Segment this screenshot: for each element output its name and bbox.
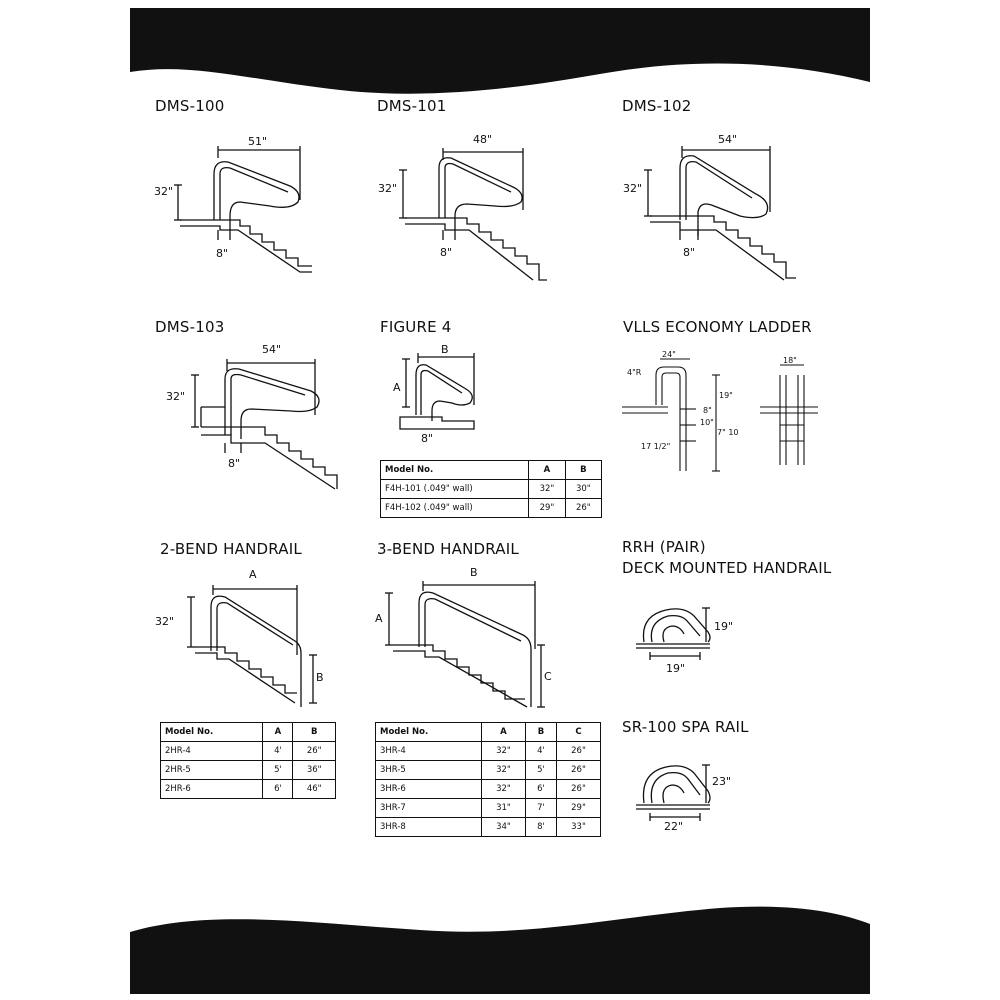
bend2-spec-table xyxy=(160,722,336,799)
vlls-d8: 7" 10 xyxy=(717,428,739,437)
table-row xyxy=(161,780,336,799)
vlls-d7: 17 1/2" xyxy=(641,442,671,451)
table-cell: F4H-101 (.049" wall) xyxy=(381,480,529,499)
table-cell: 3HR-4 xyxy=(376,742,482,761)
table-cell: 3HR-8 xyxy=(376,818,482,837)
dms102-width: 54" xyxy=(718,133,738,146)
vlls-d4: 19" xyxy=(719,391,733,400)
bend3-drawing xyxy=(375,575,565,715)
fig4-b: B xyxy=(441,343,449,356)
table-cell: 36" xyxy=(293,761,336,780)
table-row xyxy=(161,761,336,780)
table-row xyxy=(376,780,601,799)
table-cell: 32" xyxy=(481,742,525,761)
table-cell: 5' xyxy=(263,761,293,780)
table-header-cell: A xyxy=(263,723,293,742)
sr100-drawing xyxy=(630,755,750,830)
table-cell: 6' xyxy=(525,780,556,799)
table-cell: 2HR-5 xyxy=(161,761,263,780)
dms103-step: 8" xyxy=(228,457,241,470)
vlls-d6: 10" xyxy=(700,418,714,427)
table-cell: 31" xyxy=(481,799,525,818)
bend3-spec-table xyxy=(375,722,601,837)
fig4-title: FIGURE 4 xyxy=(380,318,452,336)
table-cell: 4' xyxy=(263,742,293,761)
table-row xyxy=(376,799,601,818)
vlls-d1: 24" xyxy=(662,350,676,359)
table-header-cell: Model No. xyxy=(161,723,263,742)
table-cell: 4' xyxy=(525,742,556,761)
table-cell: 26" xyxy=(293,742,336,761)
vlls-d5: 8" xyxy=(703,406,712,415)
bend2-height: 32" xyxy=(155,615,175,628)
rrh-title-2: DECK MOUNTED HANDRAIL xyxy=(622,559,832,577)
table-cell: 26" xyxy=(556,742,600,761)
table-row xyxy=(381,499,602,518)
bend3-title: 3-BEND HANDRAIL xyxy=(377,540,519,558)
bend2-b: B xyxy=(316,671,324,684)
table-header-cell: C xyxy=(556,723,600,742)
table-header-cell: B xyxy=(565,461,601,480)
dms101-drawing xyxy=(375,140,555,285)
dms100-height: 32" xyxy=(154,185,174,198)
fig4-drawing xyxy=(390,345,500,445)
table-row xyxy=(376,818,601,837)
bend3-c: C xyxy=(544,670,552,683)
table-cell: 5' xyxy=(525,761,556,780)
vlls-d2: 18" xyxy=(783,356,797,365)
table-header-cell: B xyxy=(525,723,556,742)
table-cell: 3HR-7 xyxy=(376,799,482,818)
vlls-title: VLLS ECONOMY LADDER xyxy=(623,318,812,336)
dms101-width: 48" xyxy=(473,133,493,146)
dms100-step: 8" xyxy=(216,247,229,260)
sr100-width: 22" xyxy=(664,820,684,833)
table-cell: 29" xyxy=(556,799,600,818)
table-cell: F4H-102 (.049" wall) xyxy=(381,499,529,518)
table-cell: 2HR-6 xyxy=(161,780,263,799)
fig4-step: 8" xyxy=(421,432,434,445)
table-cell: 32" xyxy=(481,780,525,799)
rrh-height: 19" xyxy=(714,620,734,633)
table-header-row xyxy=(381,461,602,480)
table-row xyxy=(161,742,336,761)
table-cell: 26" xyxy=(565,499,601,518)
rrh-title-1: RRH (PAIR) xyxy=(622,538,706,556)
table-cell: 33" xyxy=(556,818,600,837)
table-cell: 2HR-4 xyxy=(161,742,263,761)
table-header-cell: A xyxy=(529,461,565,480)
table-cell: 46" xyxy=(293,780,336,799)
table-row xyxy=(381,480,602,499)
dms100-title: DMS-100 xyxy=(155,97,225,115)
dms100-drawing xyxy=(150,130,320,280)
table-header-cell: B xyxy=(293,723,336,742)
bend2-a: A xyxy=(249,568,257,581)
dms102-height: 32" xyxy=(623,182,643,195)
table-cell: 6' xyxy=(263,780,293,799)
dms101-title: DMS-101 xyxy=(377,97,447,115)
rrh-width: 19" xyxy=(666,662,686,675)
table-row xyxy=(376,742,601,761)
dms101-step: 8" xyxy=(440,246,453,259)
bend2-drawing xyxy=(155,575,330,715)
table-cell: 26" xyxy=(556,780,600,799)
sr100-height: 23" xyxy=(712,775,732,788)
dms102-step: 8" xyxy=(683,246,696,259)
table-cell: 8' xyxy=(525,818,556,837)
vlls-drawing xyxy=(620,345,820,480)
vlls-d3: 4"R xyxy=(627,368,642,377)
table-cell: 30" xyxy=(565,480,601,499)
table-header-row xyxy=(376,723,601,742)
bend3-a: A xyxy=(375,612,383,625)
table-cell: 32" xyxy=(481,761,525,780)
table-header-cell: Model No. xyxy=(376,723,482,742)
dms100-width: 51" xyxy=(248,135,268,148)
table-header-row xyxy=(161,723,336,742)
table-cell: 7' xyxy=(525,799,556,818)
dms103-drawing xyxy=(165,355,345,495)
table-cell: 3HR-5 xyxy=(376,761,482,780)
table-header-cell: Model No. xyxy=(381,461,529,480)
dms103-height: 32" xyxy=(166,390,186,403)
sr100-title: SR-100 SPA RAIL xyxy=(622,718,749,736)
bend3-b: B xyxy=(470,566,478,579)
table-cell: 29" xyxy=(529,499,565,518)
dms101-height: 32" xyxy=(378,182,398,195)
dms102-title: DMS-102 xyxy=(622,97,692,115)
table-cell: 26" xyxy=(556,761,600,780)
table-cell: 32" xyxy=(529,480,565,499)
table-cell: 34" xyxy=(481,818,525,837)
dms103-width: 54" xyxy=(262,343,282,356)
dms102-drawing xyxy=(620,140,800,285)
fig4-spec-table xyxy=(380,460,602,518)
table-header-cell: A xyxy=(481,723,525,742)
fig4-a: A xyxy=(393,381,401,394)
dms103-title: DMS-103 xyxy=(155,318,225,336)
table-cell: 3HR-6 xyxy=(376,780,482,799)
table-row xyxy=(376,761,601,780)
bend2-title: 2-BEND HANDRAIL xyxy=(160,540,302,558)
rrh-drawing xyxy=(630,598,750,668)
